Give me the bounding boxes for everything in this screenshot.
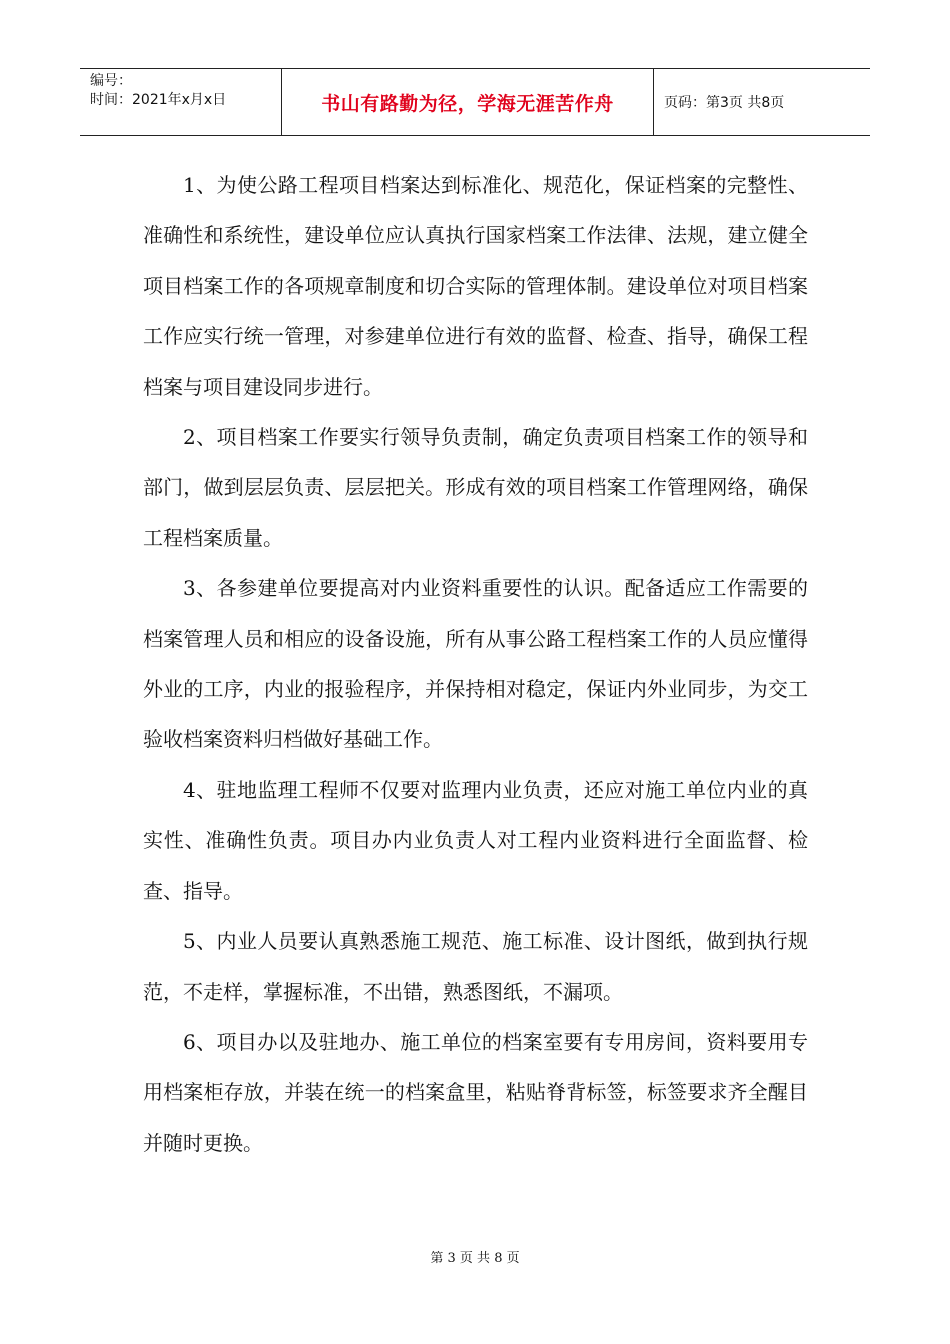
paragraph-4: 4、驻地监理工程师不仅要对监理内业负责，还应对施工单位内业的真实性、准确性负责。项目办内业负责人对工程内业资料进行全面监督、检查、指导。 [143, 777, 808, 903]
page-footer: 第 3 页 共 8 页 [430, 1251, 520, 1266]
document-header [80, 68, 870, 136]
paragraph-2: 2、项目档案工作要实行领导负责制，确定负责项目档案工作的领导和部门，做到层层负责、层层把关。形成有效的项目档案工作管理网络，确保工程档案质量。 [143, 425, 808, 550]
header-page-label: 页码：第3页 共8页 [664, 95, 785, 111]
header-motto: 书山有路勤为径，学海无涯苦作舟 [321, 92, 614, 115]
document-body [143, 160, 808, 1168]
paragraph-6: 6、项目办以及驻地办、施工单位的档案室要有专用房间，资料要用专用档案柜存放，并装在统一的档案盒里，粘贴脊背标签，标签要求齐全醒目并随时更换。 [143, 1029, 808, 1155]
document-number-label: 编号： [90, 73, 132, 89]
header-motto-cell [282, 69, 654, 135]
paragraph-5: 5、内业人员要认真熟悉施工规范、施工标准、设计图纸，做到执行规范，不走样，掌握标准，不出错，熟悉图纸，不漏项。 [143, 929, 808, 1004]
header-meta [80, 69, 282, 135]
header-page-cell [654, 69, 870, 135]
paragraph-3: 3、各参建单位要提高对内业资料重要性的认识。配备适应工作需要的档案管理人员和相应的设备设施，所有从事公路工程档案工作的人员应懂得外业的工序，内业的报验程序，并保持相对稳定，保证内外业同步，为交工验收档案资料归档做好基础工作。 [143, 576, 808, 752]
paragraph-1: 1、为使公路工程项目档案达到标准化、规范化，保证档案的完整性、准确性和系统性，建设单位应认真执行国家档案工作法律、法规，建立健全项目档案工作的各项规章制度和切合实际的管理体制。建设单位对项目档案工作应实行统一管理，对参建单位进行有效的监督、检查、指导，确保工程档案与项目建设同步进行。 [143, 173, 808, 399]
document-time-label: 时间：2021年x月x日 [90, 92, 227, 108]
